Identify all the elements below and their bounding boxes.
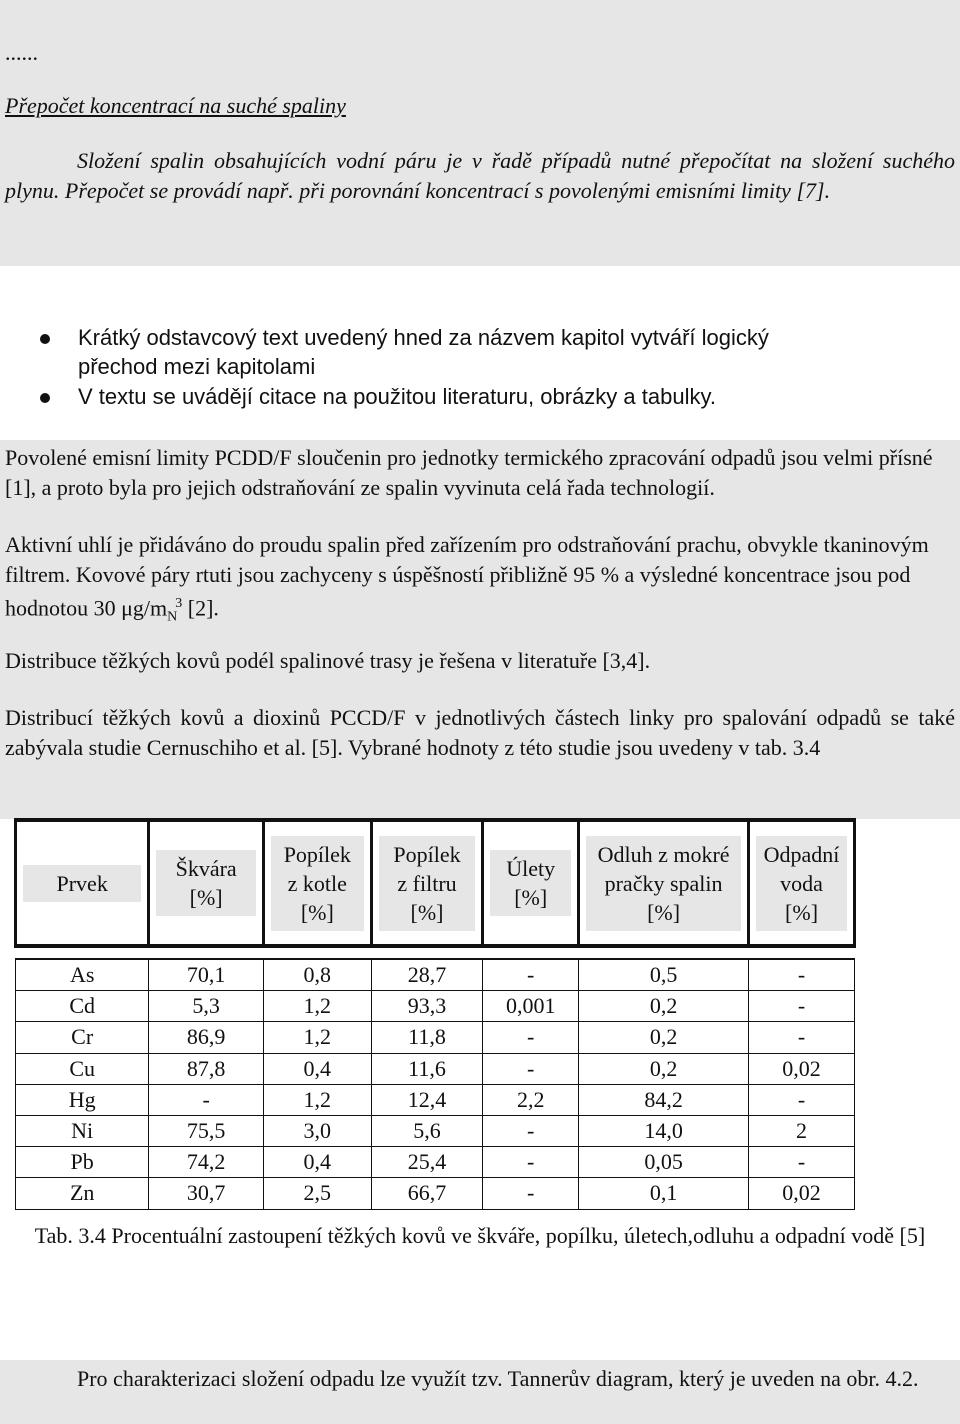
element-cell: Ni: [16, 1115, 149, 1146]
value-cell: 12,4: [371, 1084, 483, 1115]
value-cell: -: [149, 1084, 264, 1115]
value-cell: 0,2: [579, 1022, 749, 1053]
value-cell: 0,5: [579, 959, 749, 991]
element-cell: Hg: [16, 1084, 149, 1115]
value-cell: 74,2: [149, 1147, 264, 1178]
value-cell: 93,3: [371, 991, 483, 1022]
value-cell: 0,2: [579, 1053, 749, 1084]
table-row: [16, 1147, 855, 1178]
value-cell: 1,2: [263, 1084, 371, 1115]
value-cell: 84,2: [579, 1084, 749, 1115]
value-cell: -: [483, 1178, 579, 1209]
value-cell: 1,2: [263, 1022, 371, 1053]
value-cell: -: [483, 959, 579, 991]
value-cell: 0,02: [749, 1053, 855, 1084]
value-cell: -: [749, 1022, 855, 1053]
value-cell: -: [483, 1053, 579, 1084]
paragraph-activated-carbon: [5, 530, 955, 632]
value-cell: 2,2: [483, 1084, 579, 1115]
table-row: [16, 1053, 855, 1084]
value-cell: 86,9: [149, 1022, 264, 1053]
heavy-metals-table: [14, 818, 856, 1210]
paragraph-cernuschi-study: Distribucí těžkých kovů a dioxinů PCCD/F v jednotlivých částech linky pro spalování odpadů se také zabývala studie Cernuschiho et al. [5]. Vybrané hodnoty z této studie jsou uvedeny v tab. 3.4: [5, 705, 955, 760]
intro-paragraph: [5, 146, 955, 206]
top-ellipsis: ......: [5, 40, 38, 65]
header-prvek: Prvek: [16, 820, 149, 946]
value-cell: 87,8: [149, 1053, 264, 1084]
p2-subscript: N: [167, 609, 178, 625]
table-header-row: [16, 820, 855, 946]
header-odpadni-voda: Odpadní voda [%]: [749, 820, 855, 946]
header-popilek-kotle: Popílek z kotle [%]: [263, 820, 371, 946]
value-cell: -: [483, 1115, 579, 1146]
header-skvara: Škvára [%]: [149, 820, 264, 946]
table-row: [16, 1178, 855, 1209]
section-heading: Přepočet koncentrací na suché spaliny: [5, 93, 346, 118]
value-cell: 0,8: [263, 959, 371, 991]
bullet-item-1-line-1: Krátký odstavcový text uvedený hned za názvem kapitol vytváří logický: [78, 325, 769, 350]
table-row: [16, 1022, 855, 1053]
p2-ref: [2].: [182, 595, 219, 621]
paragraph-emission-limits: Povolené emisní limity PCDD/F sloučenin pro jednotky termického zpracování odpadů jsou velmi přísné [1], a proto byla pro jejich odstraňování ze spalin vyvinuta celá řada technologií.: [5, 445, 933, 500]
closing-paragraph: [5, 1364, 955, 1394]
value-cell: -: [483, 1147, 579, 1178]
closing-text: Pro charakterizaci složení odpadu lze využít tzv. Tannerův diagram, který je uveden na obr. 4.2.: [77, 1366, 919, 1391]
value-cell: -: [749, 991, 855, 1022]
value-cell: -: [749, 1147, 855, 1178]
value-cell: -: [749, 959, 855, 991]
value-cell: 0,4: [263, 1053, 371, 1084]
table-row: [16, 1084, 855, 1115]
p2-superscript: 3: [175, 596, 183, 611]
value-cell: 5,6: [371, 1115, 483, 1146]
value-cell: 66,7: [371, 1178, 483, 1209]
value-cell: 0,2: [579, 991, 749, 1022]
value-cell: 0,05: [579, 1147, 749, 1178]
value-cell: -: [483, 1022, 579, 1053]
value-cell: 1,2: [263, 991, 371, 1022]
element-cell: As: [16, 959, 149, 991]
element-cell: Zn: [16, 1178, 149, 1209]
value-cell: 2: [749, 1115, 855, 1146]
value-cell: 14,0: [579, 1115, 749, 1146]
paragraph-distribution: Distribuce těžkých kovů podél spalinové trasy je řešena v literatuře [3,4].: [5, 648, 651, 673]
value-cell: 11,6: [371, 1053, 483, 1084]
value-cell: 0,001: [483, 991, 579, 1022]
value-cell: -: [749, 1084, 855, 1115]
value-cell: 2,5: [263, 1178, 371, 1209]
value-cell: 5,3: [149, 991, 264, 1022]
table-row: [16, 1115, 855, 1146]
value-cell: 28,7: [371, 959, 483, 991]
bullet-dot-2: [40, 393, 50, 403]
value-cell: 70,1: [149, 959, 264, 991]
element-cell: Cr: [16, 1022, 149, 1053]
value-cell: 30,7: [149, 1178, 264, 1209]
p2-text: Aktivní uhlí je přidáváno do proudu spalin před zařízením pro odstraňování prachu, obvykle tkaninovým filtrem. Kovové páry rtuti jsou zachyceny s úspěšností přibližně 95 % a výsledné koncentrace jsou pod hodnotou 30 μg/m: [5, 532, 929, 621]
table-row: [16, 991, 855, 1022]
table-body: [16, 959, 855, 1209]
value-cell: 0,4: [263, 1147, 371, 1178]
header-ulety: Úlety [%]: [483, 820, 579, 946]
element-cell: Cu: [16, 1053, 149, 1084]
bullet-item-2: V textu se uvádějí citace na použitou literaturu, obrázky a tabulky.: [78, 384, 716, 409]
value-cell: 3,0: [263, 1115, 371, 1146]
shaded-block-top: [0, 0, 960, 266]
bullet-dot-1: [40, 334, 50, 344]
table-row: [16, 959, 855, 991]
intro-text: Složení spalin obsahujících vodní páru je v řadě případů nutné přepočítat na složení suchého plynu. Přepočet se provádí např. při porovnání koncentrací s povolenými emisními limity [7].: [5, 148, 955, 203]
table-caption: Tab. 3.4 Procentuální zastoupení těžkých kovů ve škváře, popílku, úletech,odluhu a odpadní vodě [5]: [34, 1223, 926, 1248]
value-cell: 75,5: [149, 1115, 264, 1146]
header-odluh: Odluh z mokré pračky spalin [%]: [579, 820, 749, 946]
element-cell: Cd: [16, 991, 149, 1022]
bullet-item-1-line-2: přechod mezi kapitolami: [78, 354, 316, 379]
value-cell: 0,1: [579, 1178, 749, 1209]
element-cell: Pb: [16, 1147, 149, 1178]
value-cell: 11,8: [371, 1022, 483, 1053]
header-popilek-filtru: Popílek z filtru [%]: [371, 820, 483, 946]
value-cell: 25,4: [371, 1147, 483, 1178]
value-cell: 0,02: [749, 1178, 855, 1209]
